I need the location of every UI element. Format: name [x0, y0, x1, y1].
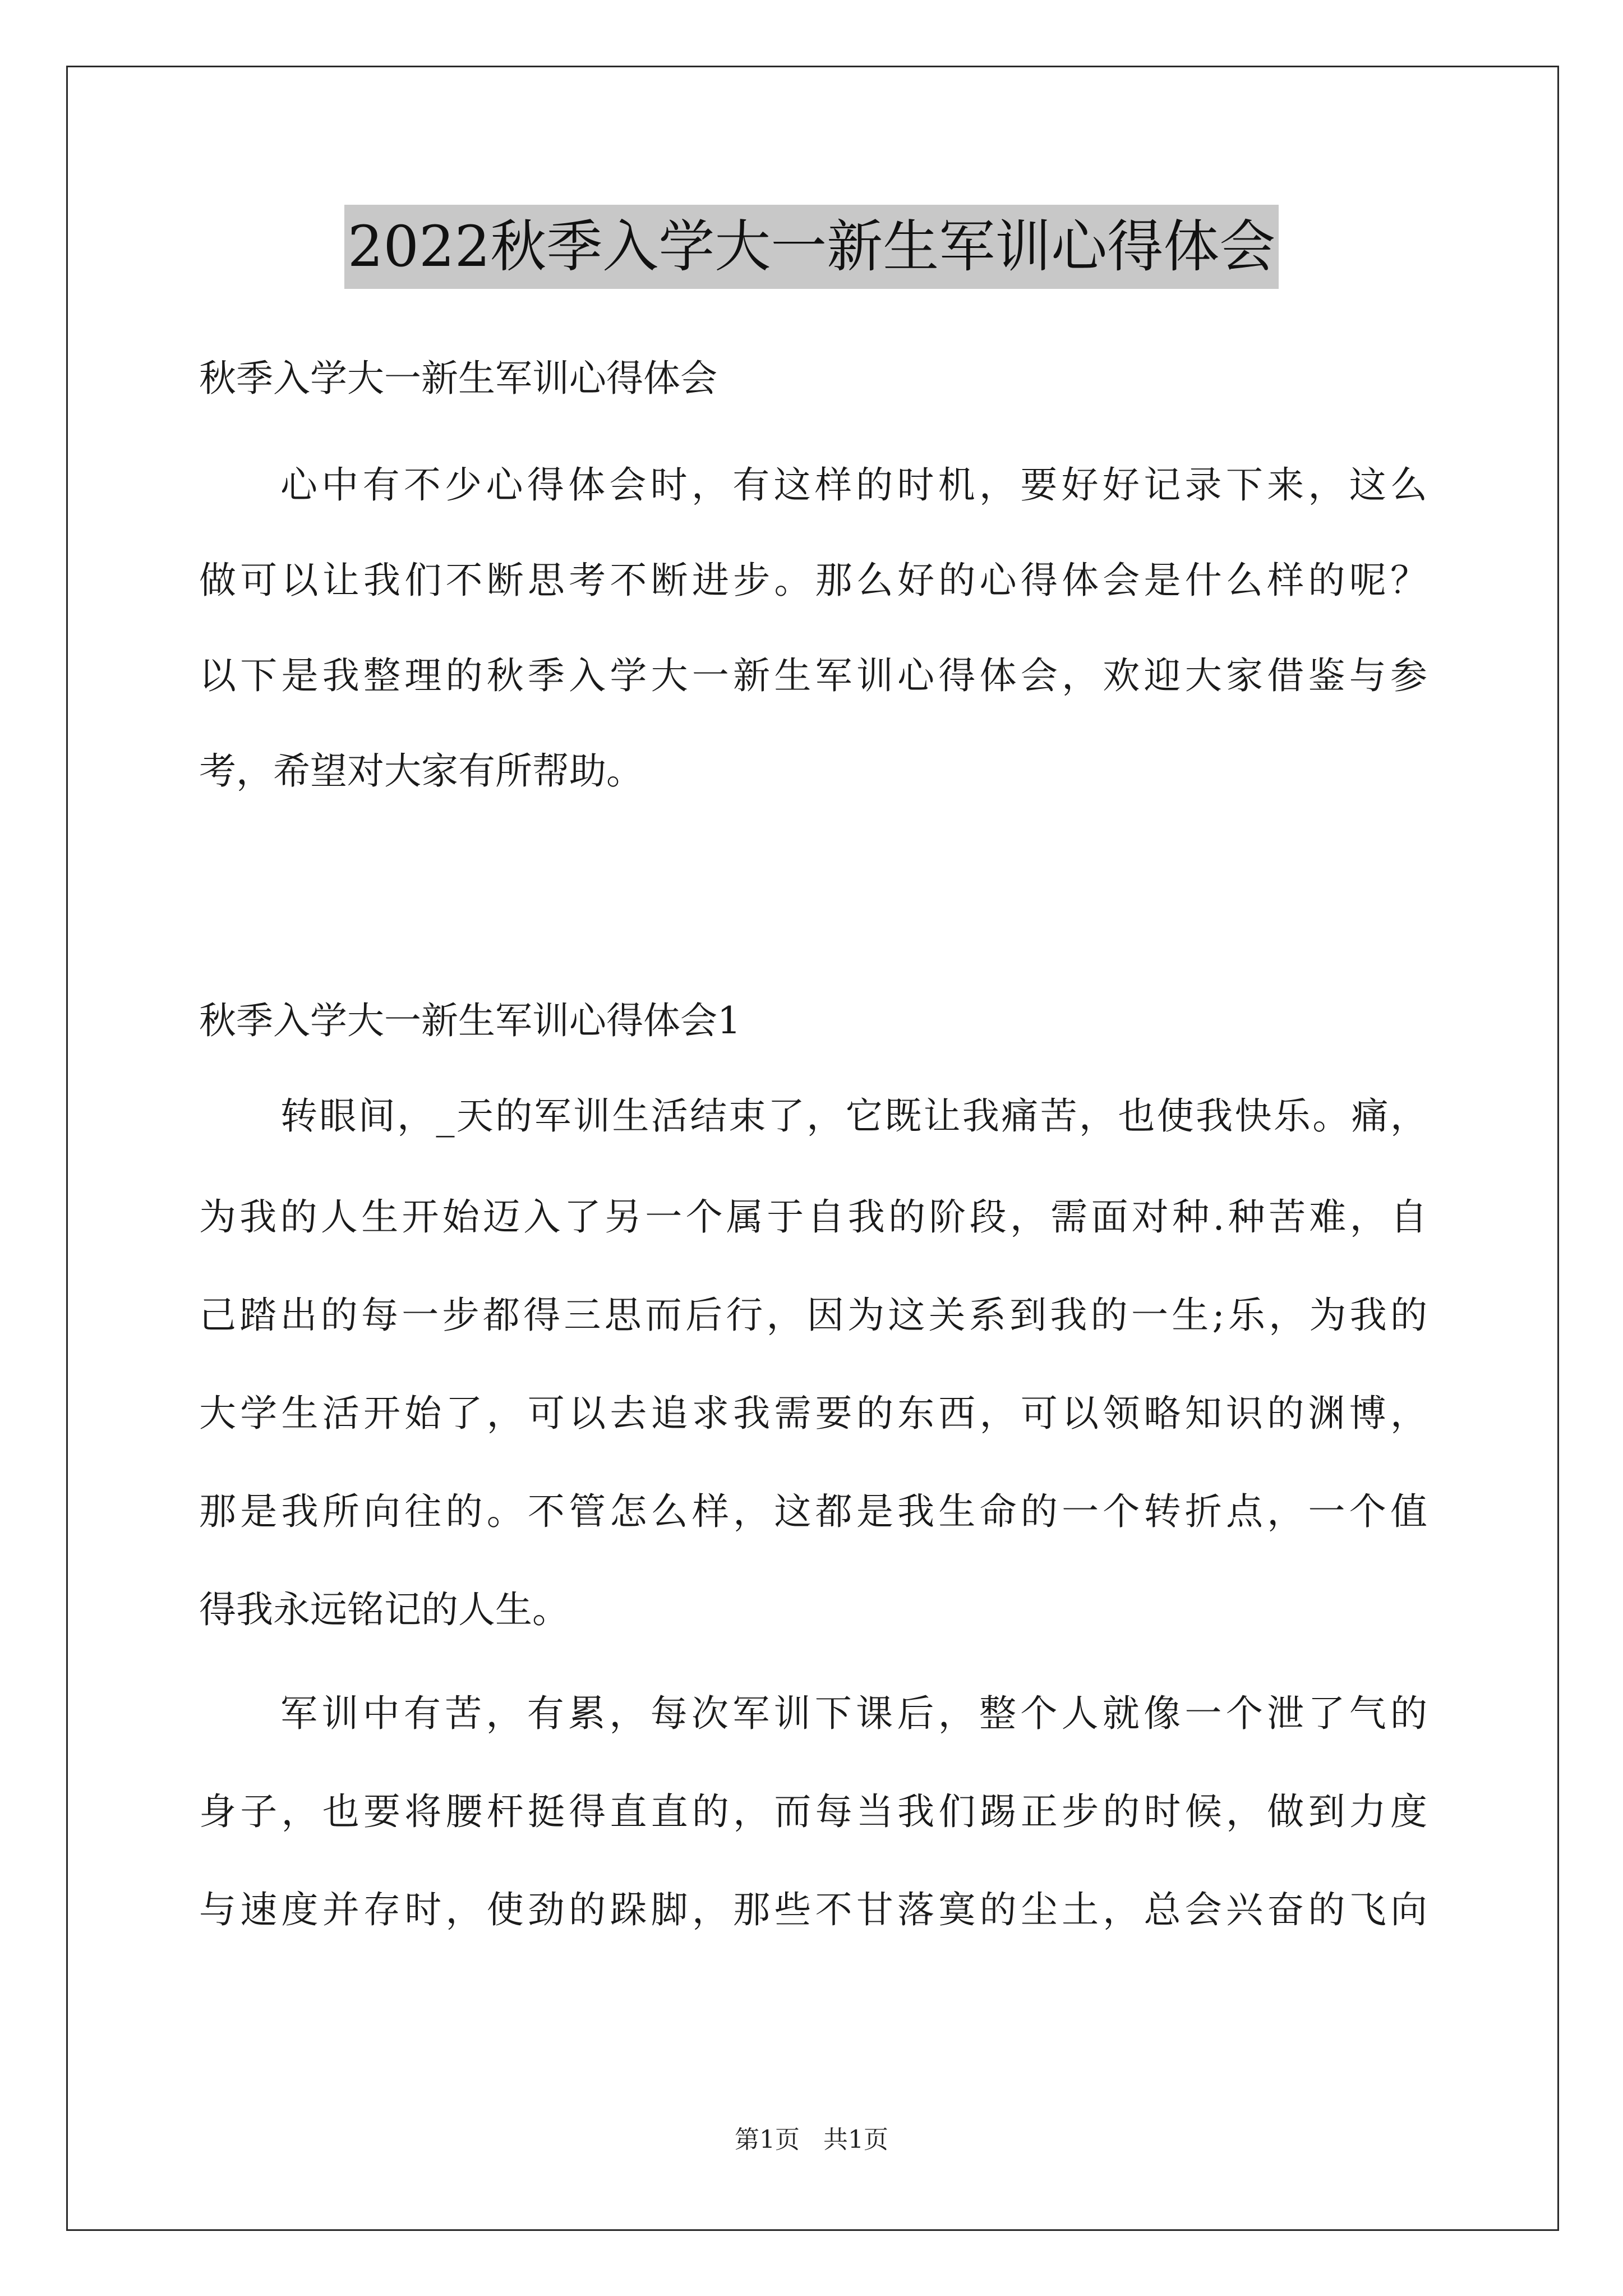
- paragraph-line: 与速度并存时，使劲的跺脚，那些不甘落寞的尘土，总会兴奋的飞向: [199, 1888, 1427, 1931]
- paragraph-line: 军训中有苦，有累，每次军训下课后，整个人就像一个泄了气的: [280, 1692, 1427, 1735]
- paragraph-line: 身子，也要将腰杆挺得直直的，而每当我们踢正步的时候，做到力度: [199, 1790, 1427, 1833]
- paragraph-line: 以下是我整理的秋季入学大一新生军训心得体会，欢迎大家借鉴与参: [199, 654, 1427, 697]
- document-title: 2022秋季入学大一新生军训心得体会: [344, 205, 1279, 289]
- paragraph-line: 心中有不少心得体会时，有这样的时机，要好好记录下来，这么: [280, 463, 1427, 507]
- page-footer: [0, 2123, 1623, 2157]
- title-container: [0, 205, 1623, 289]
- paragraph-line: 考，希望对大家有所帮助。: [199, 749, 643, 793]
- page-number-current: 第1页: [735, 2125, 800, 2154]
- page-number-total: 共1页: [823, 2125, 888, 2154]
- paragraph-line: 为我的人生开始迈入了另一个属于自我的阶段，需面对种.种苦难，自: [199, 1195, 1427, 1239]
- paragraph-line: 大学生活开始了，可以去追求我需要的东西，可以领略知识的渊博，: [199, 1392, 1427, 1435]
- paragraph-line: 己踏出的每一步都得三思而后行，因为这关系到我的一生;乐，为我的: [199, 1294, 1427, 1337]
- subtitle-line: 秋季入学大一新生军训心得体会: [199, 357, 717, 400]
- paragraph-line: 转眼间，_天的军训生活结束了，它既让我痛苦，也使我快乐。痛，: [280, 1094, 1427, 1138]
- section-heading: 秋季入学大一新生军训心得体会1: [199, 999, 741, 1042]
- paragraph-line: 做可以让我们不断思考不断进步。那么好的心得体会是什么样的呢？: [199, 559, 1427, 602]
- paragraph-line: 得我永远铭记的人生。: [199, 1588, 569, 1631]
- paragraph-line: 那是我所向往的。不管怎么样，这都是我生命的一个转折点，一个值: [199, 1490, 1427, 1533]
